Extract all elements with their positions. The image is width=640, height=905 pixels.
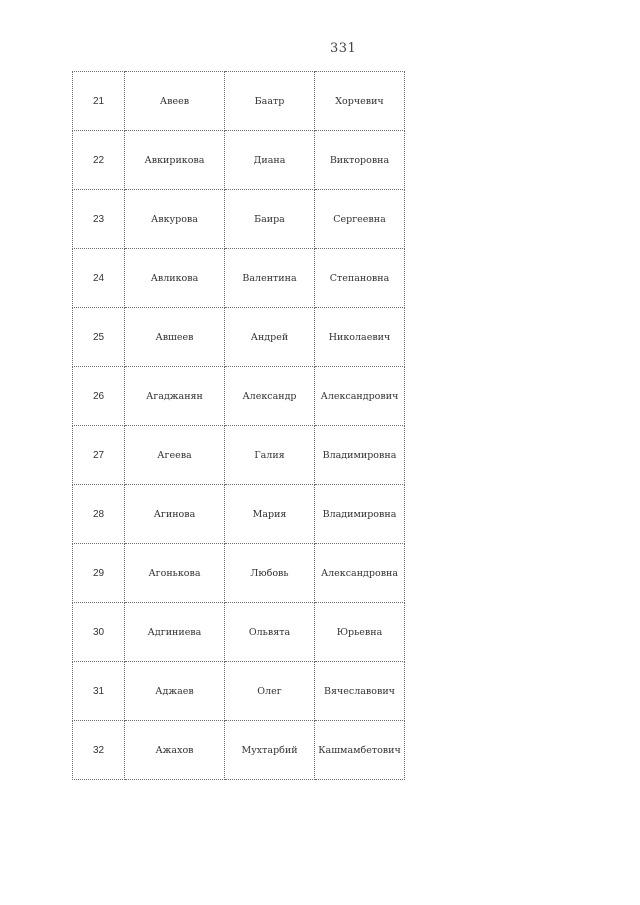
first-name-cell: Любовь [225, 544, 315, 603]
row-number-cell: 21 [73, 72, 125, 131]
patronymic-cell: Степановна [315, 249, 405, 308]
patronymic-cell: Викторовна [315, 131, 405, 190]
last-name-cell: Авкурова [125, 190, 225, 249]
table-row [73, 249, 405, 308]
row-number-cell: 25 [73, 308, 125, 367]
row-number-cell: 27 [73, 426, 125, 485]
table-body [73, 72, 405, 780]
first-name-cell: Александр [225, 367, 315, 426]
table-row [73, 544, 405, 603]
last-name-cell: Агинова [125, 485, 225, 544]
last-name-cell: Адгиниева [125, 603, 225, 662]
first-name-cell: Мухтарбий [225, 721, 315, 780]
table-row [73, 485, 405, 544]
table-row [73, 426, 405, 485]
row-number-cell: 31 [73, 662, 125, 721]
patronymic-cell: Сергеевна [315, 190, 405, 249]
first-name-cell: Олег [225, 662, 315, 721]
last-name-cell: Ажахов [125, 721, 225, 780]
names-table [72, 71, 405, 780]
row-number-cell: 23 [73, 190, 125, 249]
patronymic-cell: Юрьевна [315, 603, 405, 662]
first-name-cell: Галия [225, 426, 315, 485]
patronymic-cell: Николаевич [315, 308, 405, 367]
patronymic-cell: Владимировна [315, 485, 405, 544]
first-name-cell: Баатр [225, 72, 315, 131]
last-name-cell: Аджаев [125, 662, 225, 721]
table-row [73, 190, 405, 249]
first-name-cell: Ольвята [225, 603, 315, 662]
patronymic-cell: Александровна [315, 544, 405, 603]
last-name-cell: Агонькова [125, 544, 225, 603]
row-number-cell: 28 [73, 485, 125, 544]
last-name-cell: Агеева [125, 426, 225, 485]
patronymic-cell: Хорчевич [315, 72, 405, 131]
first-name-cell: Валентина [225, 249, 315, 308]
first-name-cell: Баира [225, 190, 315, 249]
table-row [73, 308, 405, 367]
patronymic-cell: Александрович [315, 367, 405, 426]
last-name-cell: Агаджанян [125, 367, 225, 426]
patronymic-cell: Владимировна [315, 426, 405, 485]
table-row [73, 367, 405, 426]
table-row [73, 603, 405, 662]
last-name-cell: Авкирикова [125, 131, 225, 190]
row-number-cell: 30 [73, 603, 125, 662]
table-row [73, 72, 405, 131]
last-name-cell: Авликова [125, 249, 225, 308]
first-name-cell: Андрей [225, 308, 315, 367]
patronymic-cell: Вячеславович [315, 662, 405, 721]
row-number-cell: 32 [73, 721, 125, 780]
row-number-cell: 26 [73, 367, 125, 426]
last-name-cell: Авшеев [125, 308, 225, 367]
first-name-cell: Мария [225, 485, 315, 544]
first-name-cell: Диана [225, 131, 315, 190]
patronymic-cell: Кашмамбетович [315, 721, 405, 780]
table-row [73, 131, 405, 190]
last-name-cell: Авеев [125, 72, 225, 131]
row-number-cell: 24 [73, 249, 125, 308]
table-row [73, 662, 405, 721]
page-number: 331 [330, 41, 357, 56]
row-number-cell: 22 [73, 131, 125, 190]
table-row [73, 721, 405, 780]
row-number-cell: 29 [73, 544, 125, 603]
